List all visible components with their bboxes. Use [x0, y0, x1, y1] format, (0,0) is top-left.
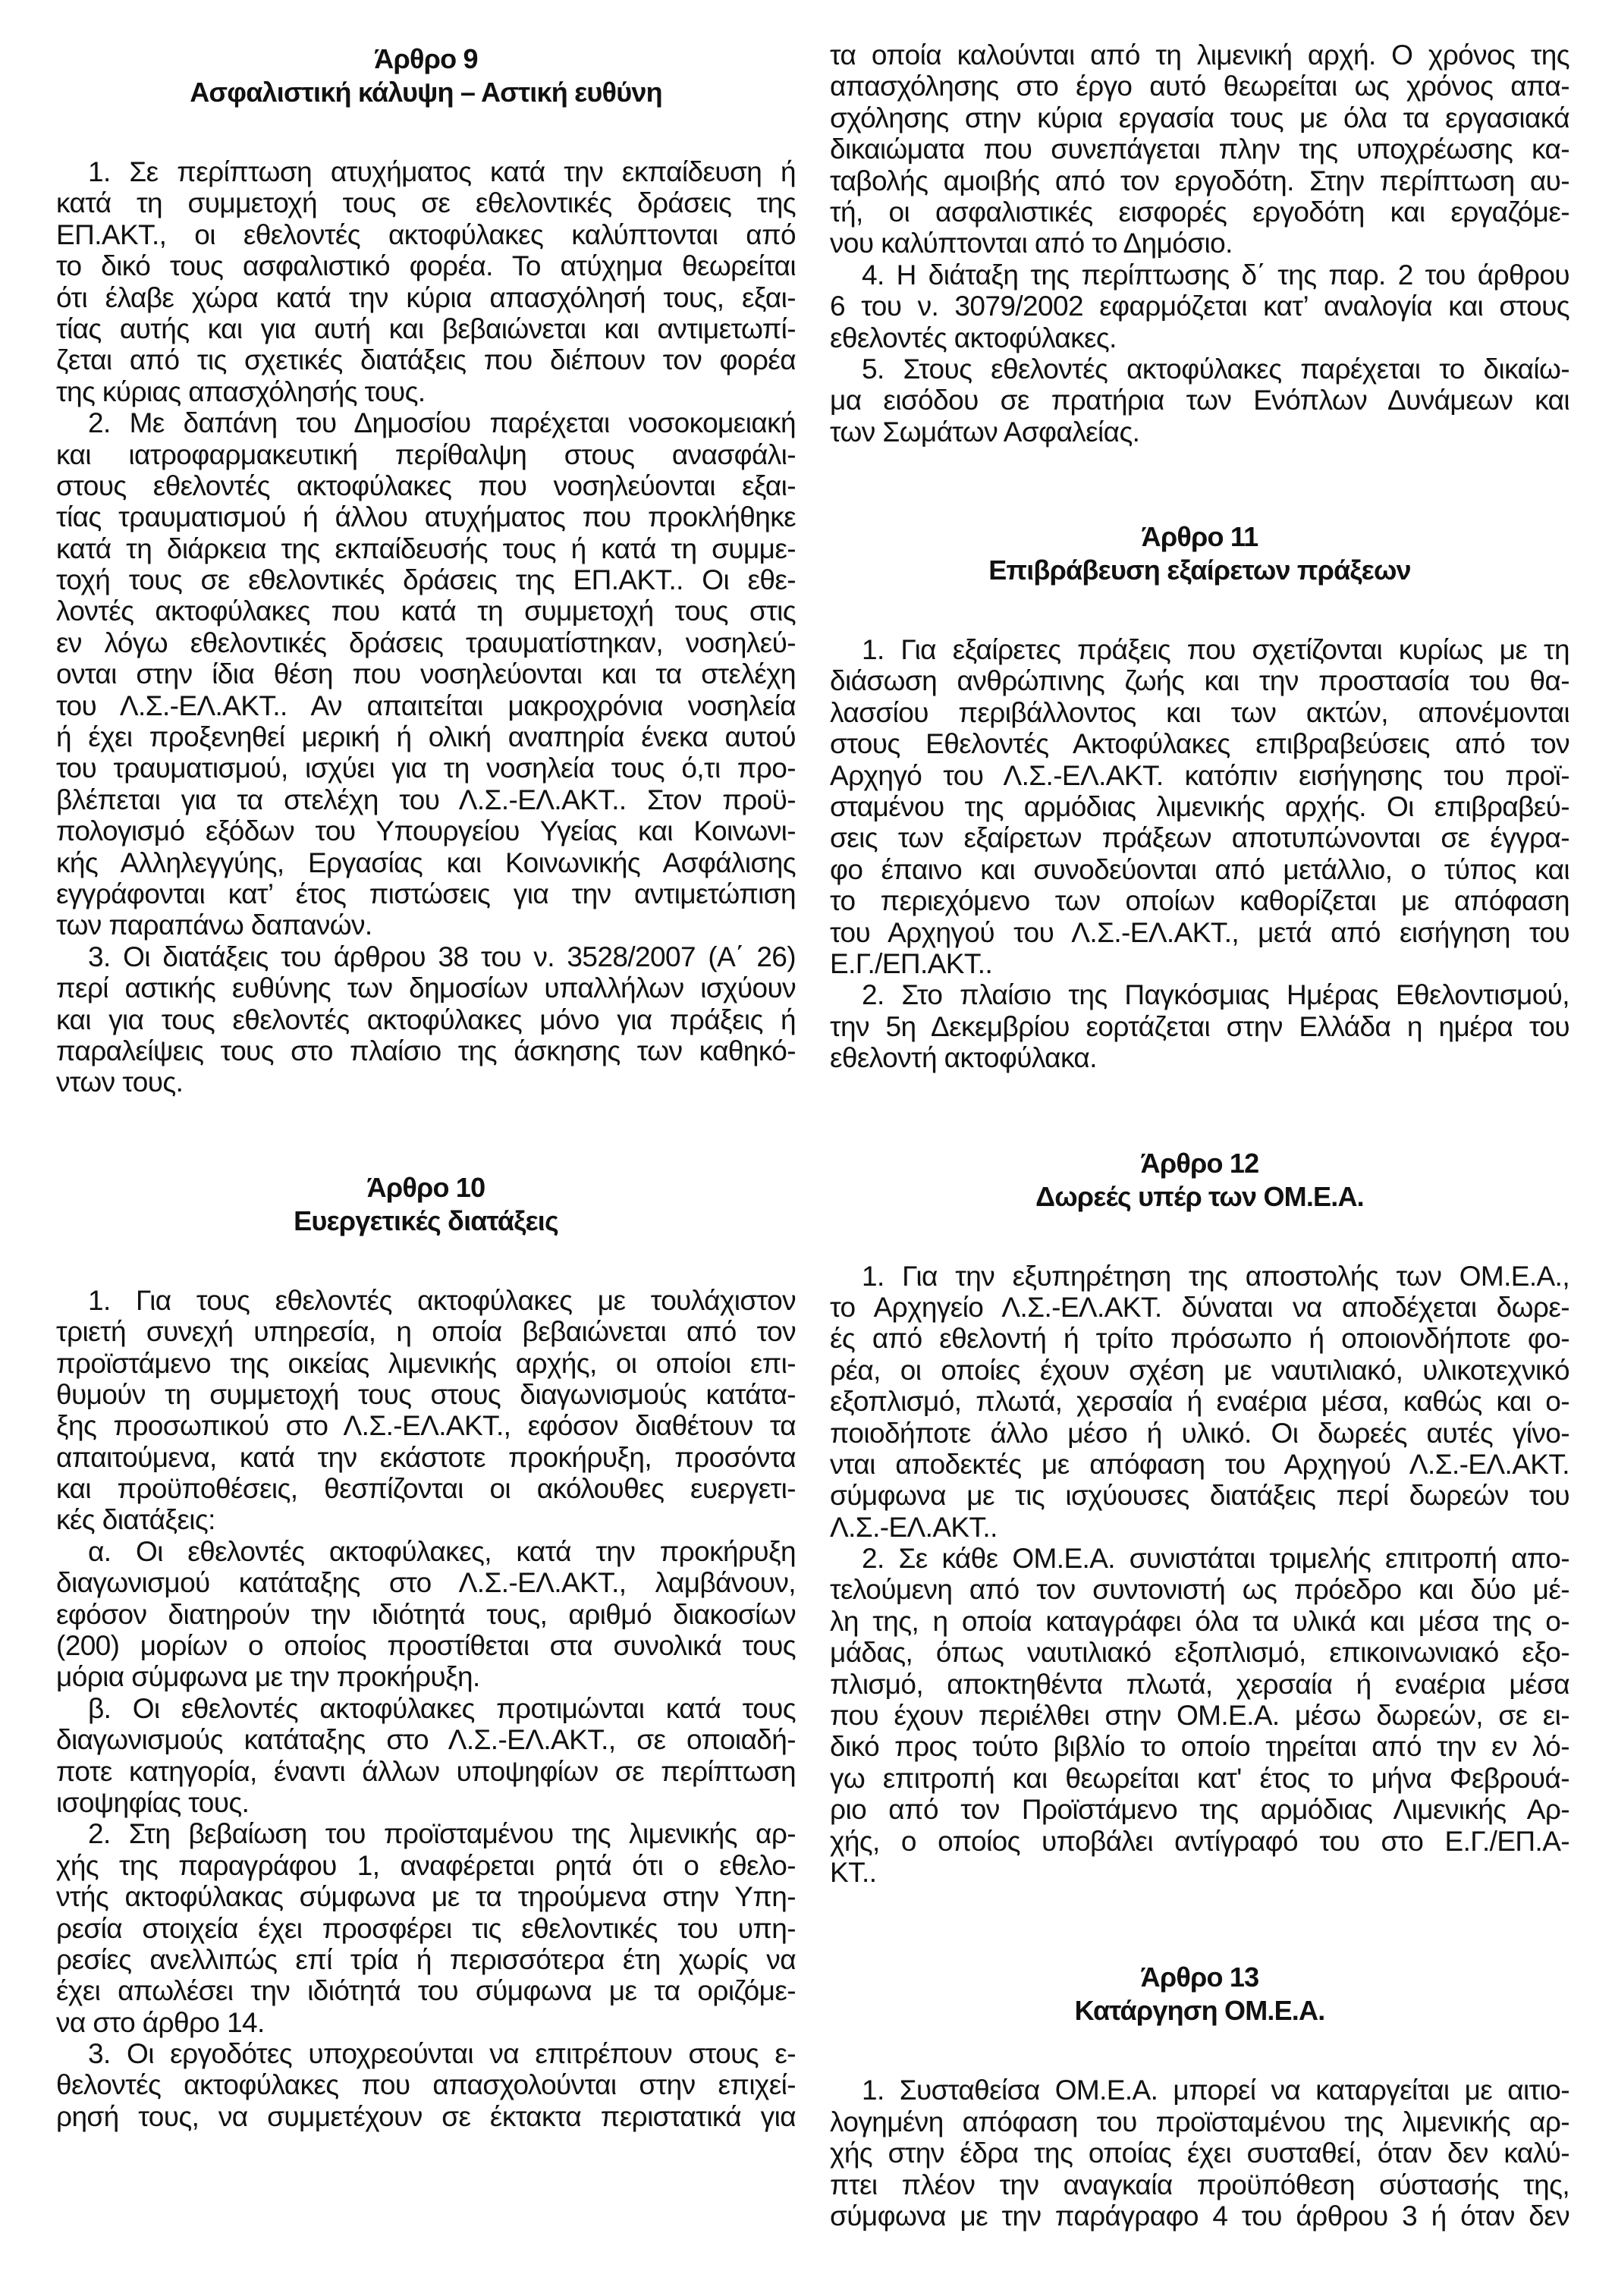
text-line-content: ξης προσωπικού στο Λ.Σ.-ΕΛ.ΑΚΤ., εφόσον διαθέτουν τα: [56, 1410, 796, 1442]
text-line: [56, 313, 796, 344]
article-10-continued: [830, 39, 1569, 448]
text-line-content: κατά τη συμμετοχή τους σε εθελοντικές δράσεις της: [56, 187, 796, 219]
article-10: [56, 1171, 796, 2133]
article-12: [830, 1147, 1569, 1889]
text-line: [830, 2075, 1569, 2106]
text-line: [56, 1787, 796, 1818]
text-line-content: ές από εθελοντή ή τρίτο πρόσωπο ή οποιονδήποτε φο-: [830, 1323, 1569, 1355]
text-line-content: μόρια σύμφωνα με την προκήρυξη.: [56, 1661, 480, 1693]
text-line: [830, 165, 1569, 196]
text-line-content: μάδας, όπως ναυτιλιακό εξοπλισμό, επικοινωνιακό εξο-: [830, 1637, 1569, 1669]
text-line: [830, 1857, 1569, 1888]
text-line-content: λογημένη απόφαση του προϊσταμένου της λιμενικής αρ-: [830, 2106, 1569, 2137]
text-line-content: στους Εθελοντές Ακτοφύλακες επιβραβεύσεις από τον: [830, 728, 1569, 760]
text-line: [56, 721, 796, 752]
text-line-content: σταμένου της αρμόδιας λιμενικής αρχής. Οι επιβραβεύ-: [830, 791, 1569, 823]
text-line-content: 2. Στη βεβαίωση του προϊσταμένου της λιμενικής αρ-: [88, 1818, 796, 1850]
text-line: [56, 1567, 796, 1598]
text-line-content: σεις των εξαίρετων πράξεων αποτυπώνονται σε έγγρα-: [830, 822, 1569, 854]
text-line-content: 1. Για εξαίρετες πράξεις που σχετίζονται κυρίως με τη: [862, 634, 1569, 666]
text-line: [56, 690, 796, 721]
text-line: [830, 1449, 1569, 1480]
article-11: [830, 520, 1569, 1073]
article-number: Άρθρο 13: [1140, 1961, 1259, 1993]
text-line: [56, 2007, 796, 2038]
text-line-content: να στο άρθρο 14.: [56, 2006, 265, 2038]
text-line: [830, 728, 1569, 759]
text-line: [830, 948, 1569, 979]
text-line-content: ταβολής αμοιβής από τον εργοδότη. Στην περίπτωση αυ-: [830, 165, 1569, 196]
article-title: Δωρεές υπέρ των ΟΜ.Ε.Α.: [1035, 1180, 1364, 1212]
text-line-content: β. Οι εθελοντές ακτοφύλακες προτιμώνται κατά τους: [88, 1692, 796, 1724]
text-line-content: πλισμό, αποκτηθέντα πλωτά, χερσαία ή εναέρια μέσα: [830, 1668, 1569, 1700]
text-line: [830, 760, 1569, 791]
text-line-content: ρεσία στοιχεία έχει προσφέρει τις εθελοντικές του υπη-: [56, 1912, 796, 1944]
text-line: [830, 1480, 1569, 1511]
text-line-content: κής Αλληλεγγύης, Εργασίας και Κοινωνικής Ασφάλισης: [56, 846, 796, 878]
text-line: [56, 187, 796, 218]
text-line: [830, 322, 1569, 353]
text-line: [56, 1504, 796, 1535]
text-line-content: 3. Οι εργοδότες υποχρεούνται να επιτρέπουν στους ε-: [88, 2038, 796, 2070]
text-line-content: πολογισμό εξόδων του Υπουργείου Υγείας και Κοινωνι-: [56, 815, 796, 847]
text-line: [830, 416, 1569, 448]
text-line-content: ρεσίες ανελλιπώς επί τρία ή περισσότερα έτη χωρίς να: [56, 1943, 796, 1975]
text-line: [830, 1826, 1569, 1857]
text-line-content: διαγωνισμούς κατάταξης στο Λ.Σ.-ΕΛ.ΑΚΤ., σε οποιαδή-: [56, 1724, 796, 1756]
text-line-content: λοντές ακτοφύλακες που κατά τη συμμετοχή τους στις: [56, 595, 796, 627]
text-line: [830, 791, 1569, 822]
text-line: [830, 1355, 1569, 1386]
text-line: [830, 1292, 1569, 1323]
text-line-content: εν λόγω εθελοντικές δράσεις τραυματίστηκαν, νοσηλεύ-: [56, 627, 796, 658]
text-line-content: Λ.Σ.-ΕΛ.ΑΚΤ..: [830, 1511, 998, 1543]
text-line: [56, 533, 796, 564]
text-line: [56, 1881, 796, 1912]
article-body: [56, 156, 796, 1098]
text-line: [56, 501, 796, 532]
text-line: [56, 658, 796, 689]
text-line: [830, 1574, 1569, 1605]
text-line-content: έχει απωλέσει την ιδιότητά του σύμφωνα με τα οριζόμε-: [56, 1975, 796, 2007]
text-line-content: ντων τους.: [56, 1066, 184, 1098]
text-line: [56, 1536, 796, 1567]
article-title: Ευεργετικές διατάξεις: [294, 1205, 558, 1236]
text-line-content: τα οποία καλούνται από τη λιμενική αρχή. Ο χρόνος της: [830, 39, 1569, 71]
text-line: [830, 1323, 1569, 1354]
text-line-content: κατά τη διάρκεια της εκπαίδευσής τους ή κατά τη συμμε-: [56, 532, 796, 564]
text-line: [56, 1285, 796, 1316]
text-line: [830, 665, 1569, 696]
text-line-content: και προϋποθέσεις, θεσπίζονται οι ακόλουθες ευεργετι-: [56, 1473, 796, 1505]
text-line: [56, 1724, 796, 1755]
text-line-content: πτει πλέον την αναγκαία προϋπόθεση σύστασής της,: [830, 2169, 1569, 2200]
text-line: [830, 1261, 1569, 1292]
article-body: [56, 1285, 796, 2133]
text-line: [830, 2169, 1569, 2200]
text-line: [830, 697, 1569, 728]
text-line: [830, 1669, 1569, 1700]
text-line: [56, 439, 796, 470]
text-line-content: την 5η Δεκεμβρίου εορτάζεται στην Ελλάδα η ημέρα του: [830, 1010, 1569, 1042]
text-line: [56, 1035, 796, 1066]
text-line: [830, 1763, 1569, 1794]
text-line: [56, 1944, 796, 1975]
text-line: [56, 219, 796, 250]
text-line-content: ΕΠ.ΑΚΤ., οι εθελοντές ακτοφύλακες καλύπτονται από: [56, 218, 796, 250]
text-line-content: 1. Για τους εθελοντές ακτοφύλακες με τουλάχιστον: [88, 1284, 796, 1316]
text-line-content: τελούμενη από τον συντονιστή ως πρόεδρο και δύο μέ-: [830, 1574, 1569, 1606]
text-line-content: θελοντές ακτοφύλακες που απασχολούνται στην επιχεί-: [56, 2069, 796, 2101]
text-line: [56, 1379, 796, 1410]
text-line: [56, 1756, 796, 1787]
text-line-content: χής, ο οποίος υποβάλει αντίγραφό του στο Ε.Γ./ΕΠ.Α-: [830, 1825, 1569, 1857]
text-line: [830, 634, 1569, 665]
text-line: [830, 228, 1569, 259]
article-title: Ασφαλιστική κάλυψη – Αστική ευθύνη: [190, 77, 662, 108]
text-line: [830, 1794, 1569, 1825]
text-line: [56, 1850, 796, 1881]
article-number: Άρθρο 9: [374, 43, 478, 74]
article-body: [830, 634, 1569, 1073]
text-line-content: κές διατάξεις:: [56, 1504, 215, 1536]
text-line: [56, 784, 796, 815]
text-line-content: νου καλύπτονται από το Δημόσιο.: [830, 228, 1233, 259]
text-line-content: διάσωση ανθρώπινης ζωής και την προστασία του θα-: [830, 665, 1569, 697]
text-line: [56, 1818, 796, 1849]
article-number: Άρθρο 10: [366, 1171, 485, 1203]
text-line: [56, 1661, 796, 1692]
text-line-content: μα εισόδου σε πρατήρια των Ενόπλων Δυνάμεων και: [830, 385, 1569, 416]
text-line: [830, 2137, 1569, 2169]
text-line: [830, 1700, 1569, 1731]
text-line-content: ή έχει προξενηθεί μερική ή ολική αναπηρία ένεκα αυτού: [56, 721, 796, 753]
text-line-content: ντής ακτοφύλακας σύμφωνα με τα τηρούμενα στην Υπη-: [56, 1881, 796, 1913]
left-column: [56, 0, 796, 2132]
text-line: [830, 917, 1569, 948]
text-line: [830, 196, 1569, 228]
text-line-content: Αρχηγό του Λ.Σ.-ΕΛ.ΑΚΤ. κατόπιν εισήγησης του προϊ-: [830, 759, 1569, 791]
text-line: [830, 1418, 1569, 1449]
text-line: [830, 133, 1569, 165]
text-line: [830, 353, 1569, 385]
text-line: [56, 1410, 796, 1441]
right-column: [830, 0, 1569, 2232]
text-line-content: ΚΤ..: [830, 1856, 877, 1888]
text-line-content: και ιατροφαρμακευτική περίθαλψη στους ανασφάλι-: [56, 438, 796, 470]
text-line-content: περί αστικής ευθύνης των δημοσίων υπαλλήλων ισχύουν: [56, 972, 796, 1004]
text-line-content: ριο από τον Προϊστάμενο της αρμόδιας Λιμενικής Αρ-: [830, 1794, 1569, 1826]
text-line-content: 3. Οι διατάξεις του άρθρου 38 του ν. 3528/2007 (Α΄ 26): [88, 941, 796, 972]
text-line-content: ρησή τους, να συμμετέχουν σε έκτακτα περιστατικά για: [56, 2100, 796, 2132]
text-line-content: ζεται από τις σχετικές διατάξεις που διέπουν τον φορέα: [56, 344, 796, 376]
text-line: [56, 2038, 796, 2069]
text-line-content: το περιεχόμενο των οποίων καθορίζεται με απόφαση: [830, 885, 1569, 917]
text-line: [830, 259, 1569, 291]
text-line-content: ρέα, οι οποίες έχουν σχέση με ναυτιλιακό, υλικοτεχνικό: [830, 1354, 1569, 1386]
text-line: [830, 1011, 1569, 1042]
text-line-content: εθελοντή ακτοφύλακα.: [830, 1042, 1097, 1074]
text-line-content: σύμφωνα με την παράγραφο 4 του άρθρου 3 ή όταν δεν: [830, 2200, 1569, 2232]
text-line-content: του Αρχηγού του Λ.Σ.-ΕΛ.ΑΚΤ., μετά από εισήγηση του: [830, 916, 1569, 948]
text-line-content: χής της παραγράφου 1, αναφέρεται ρητά ότι ο εθελο-: [56, 1849, 796, 1881]
text-line: [56, 909, 796, 941]
text-line: [830, 1606, 1569, 1637]
text-line-content: σύμφωνα με τις ισχύουσες διατάξεις περί δωρεών του: [830, 1480, 1569, 1512]
text-line-content: δικαιώματα που συνεπάγεται πλην της υποχρέωσης κα-: [830, 133, 1569, 165]
text-line: [56, 878, 796, 909]
text-line: [56, 1975, 796, 2006]
text-line-content: δικό προς τούτο βιβλίο το οποίο τηρείται από την εν λό-: [830, 1731, 1569, 1763]
text-line-content: βλέπεται για τα στελέχη του Λ.Σ.-ΕΛ.ΑΚΤ.. Στον προϋ-: [56, 784, 796, 815]
text-line-content: νται αποδεκτές με απόφαση του Αρχηγού Λ.Σ.-ΕΛ.ΑΚΤ.: [830, 1448, 1569, 1480]
text-line: [830, 2106, 1569, 2137]
text-line-content: των Σωμάτων Ασφαλείας.: [830, 416, 1140, 448]
text-line-content: το δικό τους ασφαλιστικό φορέα. Το ατύχημα θεωρείται: [56, 250, 796, 282]
text-line-content: εθελοντές ακτοφύλακες.: [830, 322, 1117, 353]
text-line-content: 5. Στους εθελοντές ακτοφύλακες παρέχεται το δικαίω-: [862, 353, 1569, 385]
text-line-content: ότι έλαβε χώρα κατά την κύρια απασχόλησή τους, εξαι-: [56, 281, 796, 313]
text-line-content: εξοπλισμό, πλωτά, χερσαία ή εναέρια μέσα, καθώς και ο-: [830, 1386, 1569, 1418]
text-line-content: τίας αυτής και για αυτή και βεβαιώνεται και αντιμετωπί-: [56, 313, 796, 344]
text-line: [830, 1386, 1569, 1417]
text-line: [56, 847, 796, 878]
text-line-content: ισοψηφίας τους.: [56, 1786, 250, 1818]
article-title: Επιβράβευση εξαίρετων πράξεων: [988, 554, 1411, 586]
text-line: [830, 1512, 1569, 1543]
text-line: [56, 376, 796, 407]
text-line-content: 1. Σε περίπτωση ατυχήματος κατά την εκπαίδευση ή: [88, 156, 796, 187]
text-line: [830, 291, 1569, 322]
text-line: [56, 2101, 796, 2132]
text-line-content: 2. Σε κάθε ΟΜ.Ε.Α. συνιστάται τριμελής επιτροπή απο-: [862, 1543, 1569, 1575]
article-body: [830, 1261, 1569, 1889]
article-body: [830, 39, 1569, 448]
text-line-content: χής στην έδρα της οποίας έχει συσταθεί, όταν δεν καλύ-: [830, 2137, 1569, 2169]
article-number: Άρθρο 12: [1140, 1147, 1259, 1179]
text-line-content: 4. Η διάταξη της περίπτωσης δ΄ της παρ. 2 του άρθρου: [862, 259, 1569, 291]
text-line-content: 2. Με δαπάνη του Δημοσίου παρέχεται νοσοκομειακή: [88, 407, 796, 439]
text-line: [56, 1442, 796, 1473]
text-line: [830, 1543, 1569, 1574]
text-line-content: διαγωνισμού κατάταξης στο Λ.Σ.-ΕΛ.ΑΚΤ., λαμβάνουν,: [56, 1567, 796, 1599]
text-line: [830, 885, 1569, 916]
text-line-content: εγγράφονται κατ’ έτος πιστώσεις για την αντιμετώπιση: [56, 878, 796, 909]
text-line-content: Ε.Γ./ΕΠ.ΑΚΤ..: [830, 947, 993, 979]
text-line-content: τή, οι ασφαλιστικές εισφορές εργοδότη και εργαζόμε-: [830, 196, 1569, 228]
article-title: Κατάργηση ΟΜ.Ε.Α.: [1074, 1995, 1325, 2027]
text-line: [56, 250, 796, 281]
text-line: [830, 1042, 1569, 1073]
text-line-content: τοχή τους σε εθελοντικές δράσεις της ΕΠ.ΑΚΤ.. Οι εθε-: [56, 564, 796, 596]
text-line: [56, 972, 796, 1004]
text-line: [56, 470, 796, 501]
text-line-content: απασχόλησης στο έργο αυτό θεωρείται ως χρόνος απα-: [830, 71, 1569, 102]
text-line: [56, 1599, 796, 1630]
text-line: [830, 385, 1569, 416]
text-line-content: παραλείψεις τους στο πλαίσιο της άσκησης των καθηκό-: [56, 1035, 796, 1066]
text-line-content: 1. Για την εξυπηρέτηση της αποστολής των ΟΜ.Ε.Α.,: [862, 1260, 1569, 1292]
text-line-content: 2. Στο πλαίσιο της Παγκόσμιας Ημέρας Εθελοντισμού,: [862, 979, 1569, 1011]
text-line-content: (200) μορίων ο οποίος προστίθεται στα συνολικά τους: [56, 1630, 796, 1662]
text-line: [830, 102, 1569, 133]
text-line: [56, 752, 796, 784]
text-line: [830, 1731, 1569, 1762]
text-line-content: στους εθελοντές ακτοφύλακες που νοσηλεύονται εξαι-: [56, 470, 796, 501]
text-line-content: θυμούν τη συμμετοχή τους στους διαγωνισμούς κατάτα-: [56, 1378, 796, 1410]
text-line-content: φο έπαινο και συνοδεύονται από μετάλλιο, ο τύπος και: [830, 853, 1569, 885]
text-line: [830, 39, 1569, 71]
text-line: [56, 156, 796, 187]
text-line: [830, 854, 1569, 885]
text-line: [56, 627, 796, 658]
text-line: [56, 1066, 796, 1098]
text-line: [56, 1004, 796, 1035]
text-line-content: τίας τραυματισμού ή άλλου ατυχήματος που προκλήθηκε: [56, 501, 796, 533]
text-line-content: ποτε κατηγορία, έναντι άλλων υποψηφίων σε περίπτωση: [56, 1755, 796, 1787]
text-line: [830, 979, 1569, 1010]
text-line-content: α. Οι εθελοντές ακτοφύλακες, κατά την προκήρυξη: [88, 1535, 796, 1567]
text-line-content: λη της, η οποία καταγράφει όλα τα υλικά και μέσα της ο-: [830, 1605, 1569, 1637]
text-line: [56, 1473, 796, 1504]
text-line-content: εφόσον διατηρούν την ιδιότητά τους, αριθμό διακοσίων: [56, 1598, 796, 1630]
article-13: [830, 1961, 1569, 2232]
text-line-content: και για τους εθελοντές ακτοφύλακες μόνο για πράξεις ή: [56, 1004, 796, 1035]
text-line: [56, 564, 796, 595]
text-line: [56, 1348, 796, 1379]
text-line: [830, 822, 1569, 853]
text-line: [830, 2200, 1569, 2232]
text-line: [56, 1913, 796, 1944]
text-line-content: 6 του ν. 3079/2002 εφαρμόζεται κατ’ αναλογία και στους: [830, 291, 1569, 322]
text-line: [56, 1693, 796, 1724]
text-line-content: της κύριας απασχόλησής τους.: [56, 375, 426, 407]
text-line: [56, 2069, 796, 2100]
article-body: [830, 2075, 1569, 2232]
text-line: [830, 1637, 1569, 1668]
text-line: [56, 1316, 796, 1347]
text-line-content: των παραπάνω δαπανών.: [56, 909, 372, 941]
text-line-content: λασσίου περιβάλλοντος και των ακτών, απονέμονται: [830, 696, 1569, 728]
text-line-content: 1. Συσταθείσα ΟΜ.Ε.Α. μπορεί να καταργείται με αιτιο-: [862, 2075, 1569, 2106]
text-line-content: του Λ.Σ.-ΕΛ.ΑΚΤ.. Αν απαιτείται μακροχρόνια νοσηλεία: [56, 689, 796, 721]
text-line: [56, 344, 796, 375]
text-line-content: γω επιτροπή και θεωρείται κατ' έτος το μήνα Φεβρουά-: [830, 1762, 1569, 1794]
text-line-content: προϊστάμενο της οικείας λιμενικής αρχής, οι οποίοι επι-: [56, 1347, 796, 1379]
text-line: [56, 595, 796, 627]
text-line: [830, 71, 1569, 102]
article-number: Άρθρο 11: [1141, 521, 1258, 553]
article-9: [56, 42, 796, 1098]
text-line-content: σχόλησης στην κύρια εργασία τους με όλα τα εργασιακά: [830, 102, 1569, 133]
text-line-content: ονται στην ίδια θέση που νοσηλεύονται και τα στελέχη: [56, 658, 796, 690]
text-line-content: απαιτούμενα, κατά την εκάστοτε προκήρυξη, προσόντα: [56, 1441, 796, 1473]
text-line: [56, 815, 796, 846]
text-line: [56, 941, 796, 972]
text-line: [56, 1630, 796, 1661]
text-line: [56, 407, 796, 438]
text-line-content: το Αρχηγείο Λ.Σ.-ΕΛ.ΑΚΤ. δύναται να αποδέχεται δωρε-: [830, 1291, 1569, 1323]
text-line-content: τριετή συνεχή υπηρεσία, η οποία βεβαιώνεται από τον: [56, 1316, 796, 1348]
text-line: [56, 282, 796, 313]
text-line-content: ποιοδήποτε άλλο μέσο ή υλικό. Οι δωρεές αυτές γίνο-: [830, 1417, 1569, 1449]
text-line-content: που έχουν περιέλθει στην ΟΜ.Ε.Α. μέσω δωρεών, σε ει-: [830, 1700, 1569, 1732]
text-line-content: του τραυματισμού, ισχύει για τη νοσηλεία τους ό,τι προ-: [56, 752, 796, 784]
